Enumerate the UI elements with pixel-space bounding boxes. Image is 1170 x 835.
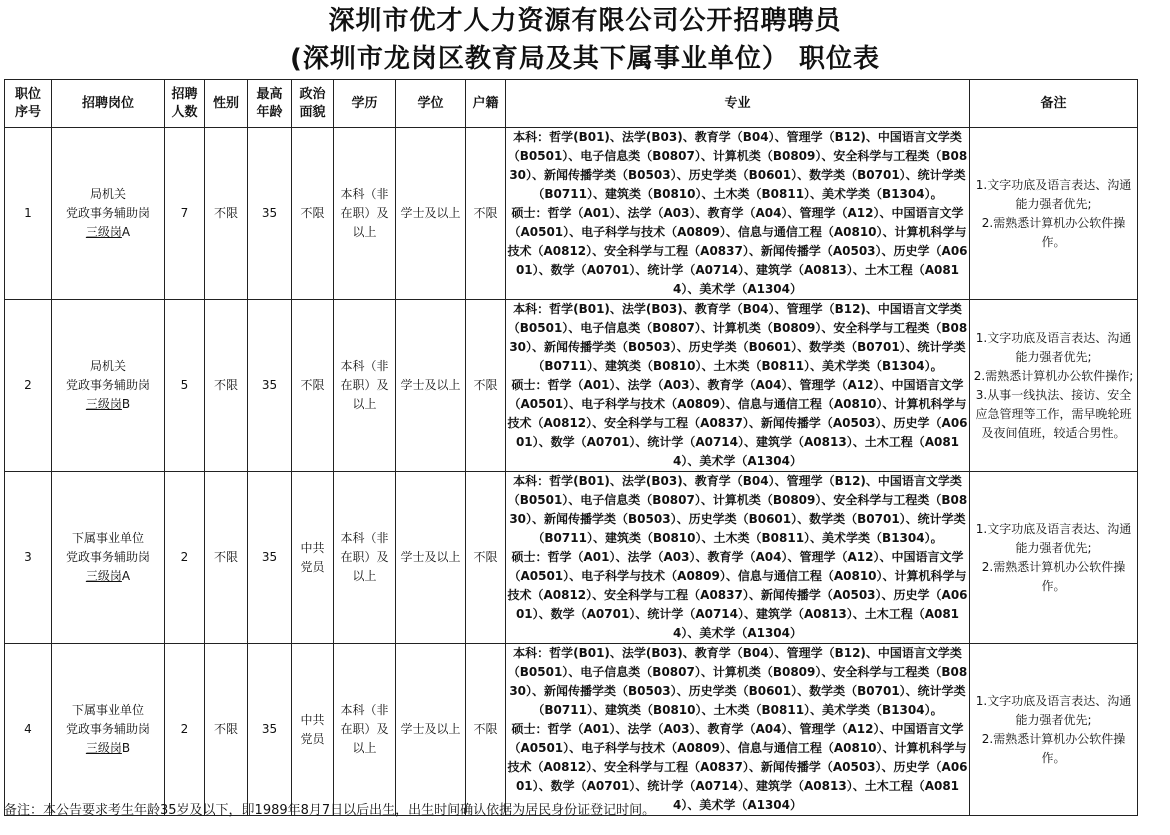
position-grade: 三级岗 [85,397,122,411]
major-master: 硕士：哲学（A01）、法学（A03）、教育学（A04）、管理学（A12）、中国语言文学（A0501）、电子科学与技术（A0809）、信息与通信工程（A0810）、计算机科学与技术（A0812）、安全科学与工程（A0837）、新闻传播学（A0503）、历史学（A0601）、数学（A0701）、统计学（A0714）、建筑学（A0813）、土木工程（A0814）、美术学（A1304） [507,206,968,296]
cell-count: 2 [165,644,205,816]
cell-hukou: 不限 [466,300,506,472]
cell-seq: 1 [5,128,52,300]
cell-remark: 1.文字功底及语言表达、沟通能力强者优先; 2.需熟悉计算机办公软件操作。 [970,472,1138,644]
header-count: 招聘人数 [165,80,205,128]
major-master: 硕士：哲学（A01）、法学（A03）、教育学（A04）、管理学（A12）、中国语言文学（A0501）、电子科学与技术（A0809）、信息与通信工程（A0810）、计算机科学与技术（A0812）、安全科学与工程（A0837）、新闻传播学（A0503）、历史学（A0601）、数学（A0701）、统计学（A0714）、建筑学（A0813）、土木工程（A0814）、美术学（A1304） [507,550,968,640]
position-grade: 三级岗 [85,225,122,239]
table-row [5,644,1138,816]
position-grade-line [52,395,164,414]
cell-politics: 不限 [292,128,334,300]
cell-gender: 不限 [205,128,248,300]
cell-position [52,128,165,300]
position-unit: 局机关 [89,359,126,373]
cell-position [52,644,165,816]
cell-remark: 1.文字功底及语言表达、沟通能力强者优先; 2.需熟悉计算机办公软件操作。 [970,644,1138,816]
position-title: 党政事务辅助岗 [65,550,150,564]
position-table [4,79,1138,816]
header-education: 学历 [334,80,396,128]
cell-seq: 4 [5,644,52,816]
cell-seq: 2 [5,300,52,472]
cell-education: 本科（非在职）及以上 [334,644,396,816]
cell-gender: 不限 [205,472,248,644]
header-major: 专业 [506,80,970,128]
cell-hukou: 不限 [466,472,506,644]
table-row [5,472,1138,644]
position-grade-line [52,223,164,242]
cell-gender: 不限 [205,300,248,472]
cell-hukou: 不限 [466,644,506,816]
cell-seq: 3 [5,472,52,644]
major-undergrad: 本科：哲学(B01)、法学(B03)、教育学（B04）、管理学（B12)、中国语言文学类（B0501）、电子信息类（B0807）、计算机类（B0809）、安全科学与工程类（B0830）、新闻传播学类（B0503）、历史学类（B0601）、数学类（B0701）、统计学类（B0711）、建筑类（B0810）、土木类（B0811）、美术学类（B1304）。 [507,130,968,201]
position-unit: 下属事业单位 [71,531,144,545]
header-max-age: 最高年龄 [248,80,292,128]
cell-max-age: 35 [248,300,292,472]
position-suffix: A [121,225,131,239]
table-row [5,300,1138,472]
cell-remark: 1.文字功底及语言表达、沟通能力强者优先; 2.需熟悉计算机办公软件操作。 [970,128,1138,300]
cell-degree: 学士及以上 [396,472,466,644]
cell-position [52,472,165,644]
cell-education: 本科（非在职）及以上 [334,472,396,644]
table-row [5,128,1138,300]
cell-politics: 不限 [292,300,334,472]
header-degree: 学位 [396,80,466,128]
header-hukou: 户籍 [466,80,506,128]
position-unit: 下属事业单位 [71,703,144,717]
major-undergrad: 本科：哲学(B01)、法学(B03)、教育学（B04）、管理学（B12)、中国语言文学类（B0501）、电子信息类（B0807）、计算机类（B0809）、安全科学与工程类（B0830）、新闻传播学类（B0503）、历史学类（B0601）、数学类（B0701）、统计学类（B0711）、建筑类（B0810）、土木类（B0811）、美术学类（B1304）。 [507,302,968,373]
cell-position [52,300,165,472]
major-master: 硕士：哲学（A01）、法学（A03）、教育学（A04）、管理学（A12）、中国语言文学（A0501）、电子科学与技术（A0809）、信息与通信工程（A0810）、计算机科学与技术（A0812）、安全科学与工程（A0837）、新闻传播学（A0503）、历史学（A0601）、数学（A0701）、统计学（A0714）、建筑学（A0813）、土木工程（A0814）、美术学（A1304） [507,378,968,468]
cell-hukou: 不限 [466,128,506,300]
header-gender: 性别 [205,80,248,128]
position-title: 党政事务辅助岗 [65,206,150,220]
header-remark: 备注 [970,80,1138,128]
cell-gender: 不限 [205,644,248,816]
position-suffix: B [121,397,131,411]
cell-major [506,300,970,472]
cell-major [506,644,970,816]
cell-politics: 中共党员 [292,472,334,644]
cell-remark: 1.文字功底及语言表达、沟通能力强者优先; 2.需熟悉计算机办公软件操作; 3.从事一线执法、接访、安全应急管理等工作，需早晚轮班及夜间值班，较适合男性。 [970,300,1138,472]
cell-max-age: 35 [248,472,292,644]
position-title: 党政事务辅助岗 [65,722,150,736]
cell-education: 本科（非在职）及以上 [334,128,396,300]
header-position: 招聘岗位 [52,80,165,128]
cell-politics: 中共党员 [292,644,334,816]
position-grade-line [52,567,164,586]
title-line-2: (深圳市龙岗区教育局及其下属事业单位） 职位表 [290,44,880,74]
major-master: 硕士：哲学（A01）、法学（A03）、教育学（A04）、管理学（A12）、中国语言文学（A0501）、电子科学与技术（A0809）、信息与通信工程（A0810）、计算机科学与技术（A0812）、安全科学与工程（A0837）、新闻传播学（A0503）、历史学（A0601）、数学（A0701）、统计学（A0714）、建筑学（A0813）、土木工程（A0814）、美术学（A1304） [507,722,968,812]
cell-max-age: 35 [248,128,292,300]
position-title: 党政事务辅助岗 [65,378,150,392]
cell-count: 5 [165,300,205,472]
position-grade: 三级岗 [85,569,122,583]
cell-degree: 学士及以上 [396,300,466,472]
cell-education: 本科（非在职）及以上 [334,300,396,472]
position-suffix: A [121,569,131,583]
footnote: 备注：本公告要求考生年龄35岁及以下，即1989年8月7日以后出生，出生时间确认依据为居民身份证登记时间。 [4,803,656,818]
position-suffix: B [121,741,131,755]
header-politics: 政治面貌 [292,80,334,128]
cell-count: 7 [165,128,205,300]
major-undergrad: 本科：哲学(B01)、法学(B03)、教育学（B04）、管理学（B12)、中国语言文学类（B0501）、电子信息类（B0807）、计算机类（B0809）、安全科学与工程类（B0830）、新闻传播学类（B0503）、历史学类（B0601）、数学类（B0701）、统计学类（B0711）、建筑类（B0810）、土木类（B0811）、美术学类（B1304）。 [507,646,968,717]
position-grade: 三级岗 [85,741,122,755]
position-grade-line [52,739,164,758]
cell-degree: 学士及以上 [396,128,466,300]
header-seq: 职位序号 [5,80,52,128]
cell-degree: 学士及以上 [396,644,466,816]
cell-max-age: 35 [248,644,292,816]
cell-major [506,472,970,644]
cell-count: 2 [165,472,205,644]
cell-major [506,128,970,300]
major-undergrad: 本科：哲学(B01)、法学(B03)、教育学（B04）、管理学（B12)、中国语言文学类（B0501）、电子信息类（B0807）、计算机类（B0809）、安全科学与工程类（B0830）、新闻传播学类（B0503）、历史学类（B0601）、数学类（B0701）、统计学类（B0711）、建筑类（B0810）、土木类（B0811）、美术学类（B1304）。 [507,474,968,545]
position-unit: 局机关 [89,187,126,201]
table-header-row [5,80,1138,128]
title-line-1: 深圳市优才人力资源有限公司公开招聘聘员 [328,6,842,36]
